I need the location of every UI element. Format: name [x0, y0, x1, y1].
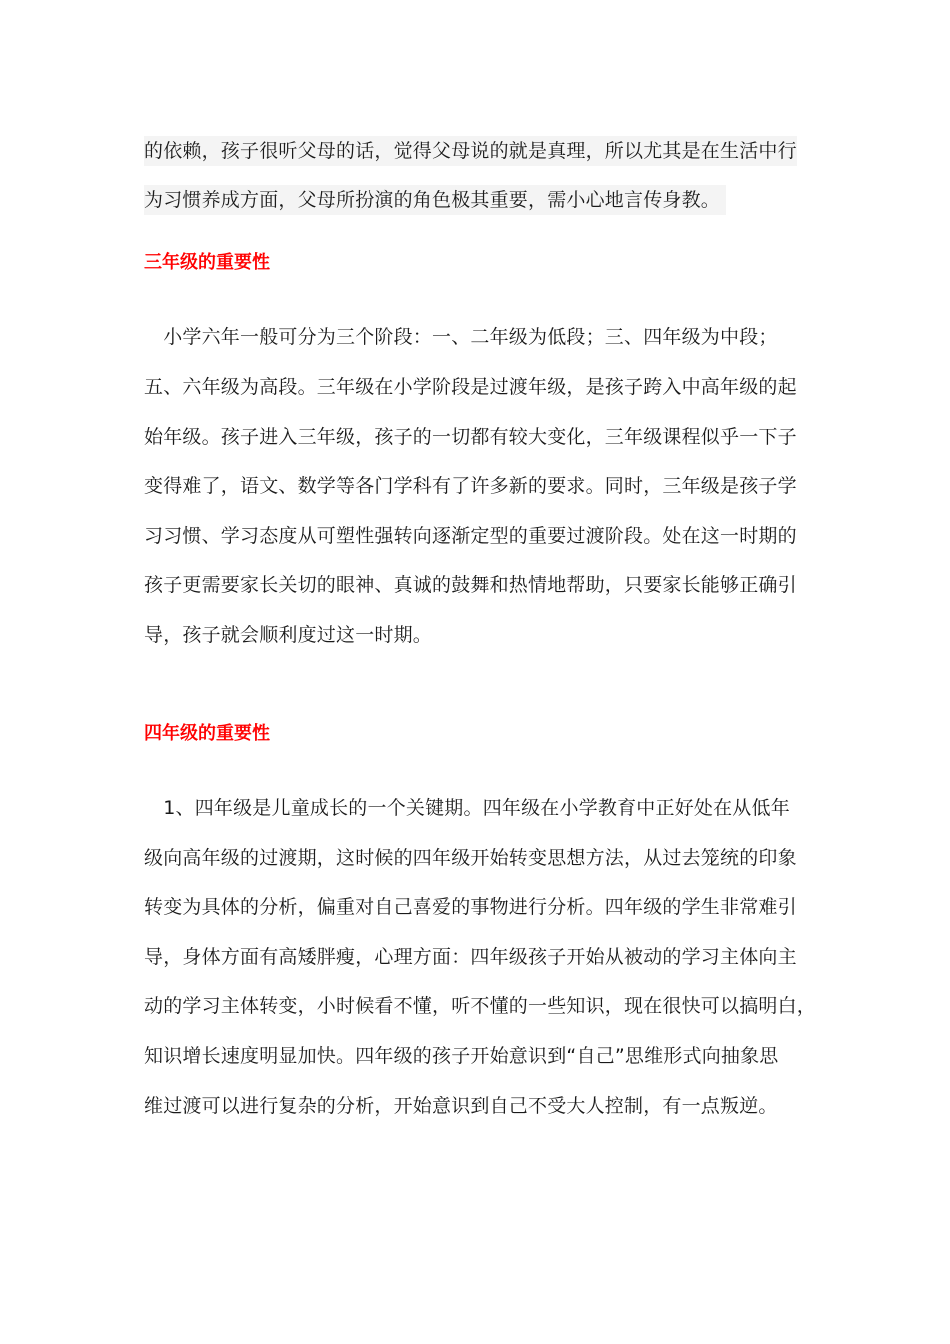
intro-line-1: 的依赖，孩子很听父母的话，觉得父母说的就是真理，所以尤其是在生活中行 [144, 136, 797, 166]
section3-line-6: 孩子更需要家长关切的眼神、真诚的鼓舞和热情地帮助，只要家长能够正确引 [144, 574, 797, 596]
section4-line-1: 1、四年级是儿童成长的一个关键期。四年级在小学教育中正好处在从低年 [144, 797, 790, 819]
section3-line-7: 导，孩子就会顺利度过这一时期。 [144, 624, 433, 646]
section3-line-5: 习习惯、学习态度从可塑性强转向逐渐定型的重要过渡阶段。处在这一时期的 [144, 525, 797, 547]
section4-line-6: 知识增长速度明显加快。四年级的孩子开始意识到“自己”思维形式向抽象思 [144, 1045, 779, 1067]
section3-heading: 三年级的重要性 [144, 252, 270, 273]
section4-heading: 四年级的重要性 [144, 723, 270, 744]
section4-line-7: 维过渡可以进行复杂的分析，开始意识到自己不受大人控制，有一点叛逆。 [144, 1095, 778, 1117]
intro-line-2: 为习惯养成方面，父母所扮演的角色极其重要，需小心地言传身教。 [144, 185, 726, 215]
section4-line-4: 导，身体方面有高矮胖瘦，心理方面：四年级孩子开始从被动的学习主体向主 [144, 946, 797, 968]
section3-line-2: 五、六年级为高段。三年级在小学阶段是过渡年级，是孩子跨入中高年级的起 [144, 376, 797, 398]
section3-line-1: 小学六年一般可分为三个阶段：一、二年级为低段；三、四年级为中段； [144, 326, 778, 348]
section4-line-3: 转变为具体的分析，偏重对自己喜爱的事物进行分析。四年级的学生非常难引 [144, 896, 797, 918]
section3-line-3: 始年级。孩子进入三年级，孩子的一切都有较大变化，三年级课程似乎一下子 [144, 426, 797, 448]
section4-line-5: 动的学习主体转变，小时候看不懂，听不懂的一些知识，现在很快可以搞明白， [144, 995, 817, 1017]
section4-line-2: 级向高年级的过渡期，这时候的四年级开始转变思想方法，从过去笼统的印象 [144, 847, 797, 869]
section3-line-4: 变得难了，语文、数学等各门学科有了许多新的要求。同时，三年级是孩子学 [144, 475, 797, 497]
